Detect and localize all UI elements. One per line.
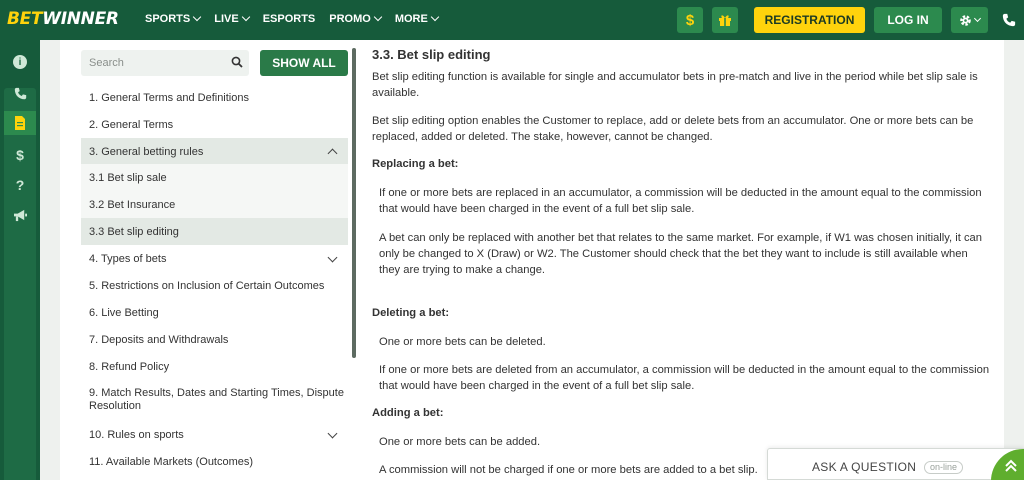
sidebar-item-label: 3.3 Bet slip editing <box>89 225 179 238</box>
ask-question-widget[interactable] <box>767 448 1024 480</box>
search-icon[interactable] <box>231 56 243 68</box>
settings-button[interactable] <box>951 7 988 33</box>
deposit-button[interactable] <box>677 7 703 33</box>
sidebar-item-refund-policy[interactable] <box>81 353 348 380</box>
sidebar-item-bet-slip-sale[interactable] <box>81 164 348 191</box>
search-input[interactable] <box>81 57 221 69</box>
sidebar-item-deposits-withdrawals[interactable] <box>81 326 348 353</box>
chevron-down-icon <box>193 13 201 21</box>
phone-button[interactable] <box>998 9 1020 31</box>
replacing-paragraph-2: A bet can only be replaced with another bet that relates to the same market. For example, if W1 was chosen initially, it can only be changed to X (Draw) or W2. The Customer should check that the bet they want to include is still available when they are trying to make a change. <box>379 232 982 276</box>
nav-live[interactable] <box>214 13 248 25</box>
megaphone-icon <box>13 209 28 222</box>
sidebar-item-label: 3.2 Bet Insurance <box>89 198 176 211</box>
replacing-heading: Replacing a bet: <box>372 158 459 170</box>
sidebar-item-label: 9. Match Results, Dates and Starting Times, Dispute Resolution <box>89 387 344 412</box>
sidebar-item-general-terms-definitions[interactable] <box>81 84 348 111</box>
rail-faq[interactable] <box>4 173 36 197</box>
sidebar-item-label: 5. Restrictions on Inclusion of Certain Outcomes <box>89 279 325 292</box>
article-intro-2: Bet slip editing option enables the Customer to replace, add or delete bets from an accumulator. One or more bets can be replaced, added or deleted. The stake, however, cannot be changed. <box>372 115 974 143</box>
sidebar-item-label: 8. Refund Policy <box>89 360 170 373</box>
nav-more-label: MORE <box>394 13 428 25</box>
deleting-paragraph-1: One or more bets can be deleted. <box>379 336 546 348</box>
left-rail <box>0 40 40 480</box>
sidebar-item-rules-on-sports[interactable] <box>81 421 348 448</box>
chevron-down-icon <box>431 13 439 21</box>
sidebar-item-label: 6. Live Betting <box>89 306 159 319</box>
rail-rules[interactable] <box>4 111 36 135</box>
adding-paragraph-2: A commission will not be charged if one or more bets are added to a bet slip. <box>379 464 758 476</box>
question-icon: ? <box>15 177 25 193</box>
dollar-icon: $ <box>685 11 695 29</box>
double-chevron-up-icon <box>1005 459 1017 473</box>
nav-more[interactable] <box>395 13 438 25</box>
sidebar-item-label: 11. Available Markets (Outcomes) <box>89 455 254 468</box>
nav-promo-label: PROMO <box>329 13 371 25</box>
registration-button[interactable]: REGISTRATION <box>754 7 865 33</box>
sidebar-item-live-betting[interactable] <box>81 299 348 326</box>
rail-info[interactable] <box>4 50 36 74</box>
article-intro: Bet slip editing function is available for single and accumulator bets in pre-match and live in the period while bet slip sale is available. <box>372 71 978 99</box>
logo[interactable] <box>7 9 119 29</box>
rail-news[interactable] <box>4 203 36 227</box>
sidebar-item-bet-slip-editing[interactable] <box>81 218 348 245</box>
chevron-down-icon <box>328 253 338 263</box>
sidebar-item-label: 1. General Terms and Definitions <box>89 91 249 104</box>
adding-heading: Adding a bet: <box>372 407 444 419</box>
sidebar-item-available-markets[interactable] <box>81 448 348 475</box>
top-navigation-bar <box>0 0 1024 40</box>
info-icon <box>13 55 27 69</box>
sidebar-item-match-results[interactable] <box>81 381 348 419</box>
article-title: 3.3. Bet slip editing <box>372 47 491 62</box>
replacing-paragraph-1: If one or more bets are replaced in an accumulator, a commission will be deducted in the amount equal to the commission that would have been charged in the event of a full bet slip sale. <box>379 187 982 215</box>
chevron-down-icon <box>241 13 249 21</box>
sidebar-item-label: 10. Rules on sports <box>89 428 184 441</box>
nav-promo[interactable] <box>329 13 381 25</box>
nav-esports-label: ESPORTS <box>262 13 316 25</box>
gift-icon <box>718 13 732 27</box>
rail-payments[interactable] <box>4 143 36 167</box>
gift-button[interactable] <box>712 7 738 33</box>
sidebar-item-label: 2. General Terms <box>89 118 174 131</box>
logo-winner: WINNER <box>42 9 119 29</box>
nav-live-label: LIVE <box>214 13 239 25</box>
nav-esports[interactable] <box>263 13 316 25</box>
search-box <box>81 50 249 76</box>
document-icon <box>14 116 26 130</box>
sidebar-item-types-of-bets[interactable] <box>81 245 348 272</box>
sidebar-item-general-betting-rules[interactable] <box>81 138 348 165</box>
chevron-down-icon <box>328 429 338 439</box>
info-glyph: i <box>18 56 22 68</box>
sidebar-item-bet-insurance[interactable] <box>81 191 348 218</box>
adding-paragraph-1: One or more bets can be added. <box>379 436 541 448</box>
sidebar-item-restrictions[interactable] <box>81 272 348 299</box>
dollar-icon: $ <box>16 147 24 163</box>
deleting-paragraph-2: If one or more bets are deleted from an accumulator, a commission will be deducted in the amount equal to the commission that would have been charged in the event of a full bet slip sale. <box>379 364 990 392</box>
sidebar-item-general-terms[interactable] <box>81 111 348 138</box>
phone-icon <box>1002 13 1016 27</box>
ask-question-label: ASK A QUESTION <box>812 460 917 474</box>
online-status-badge: on-line <box>924 461 963 474</box>
sidebar-item-label: 7. Deposits and Withdrawals <box>89 333 229 346</box>
chevron-down-icon <box>974 14 981 21</box>
gear-icon <box>959 14 972 27</box>
nav-sports-label: SPORTS <box>145 13 191 25</box>
sidebar-item-label: 3. General betting rules <box>89 145 204 158</box>
deleting-heading: Deleting a bet: <box>372 307 450 319</box>
login-button[interactable]: LOG IN <box>874 7 942 33</box>
nav-sports[interactable] <box>145 13 200 25</box>
sidebar-item-label: 4. Types of bets <box>89 252 167 265</box>
rail-phone[interactable] <box>4 81 36 105</box>
chevron-up-icon <box>328 149 338 159</box>
main-nav <box>145 13 452 25</box>
show-all-button[interactable]: SHOW ALL <box>260 50 348 76</box>
phone-icon <box>14 87 27 100</box>
sidebar-item-label: 3.1 Bet slip sale <box>89 171 167 184</box>
chevron-down-icon <box>374 13 382 21</box>
logo-bet: BET <box>7 9 43 29</box>
